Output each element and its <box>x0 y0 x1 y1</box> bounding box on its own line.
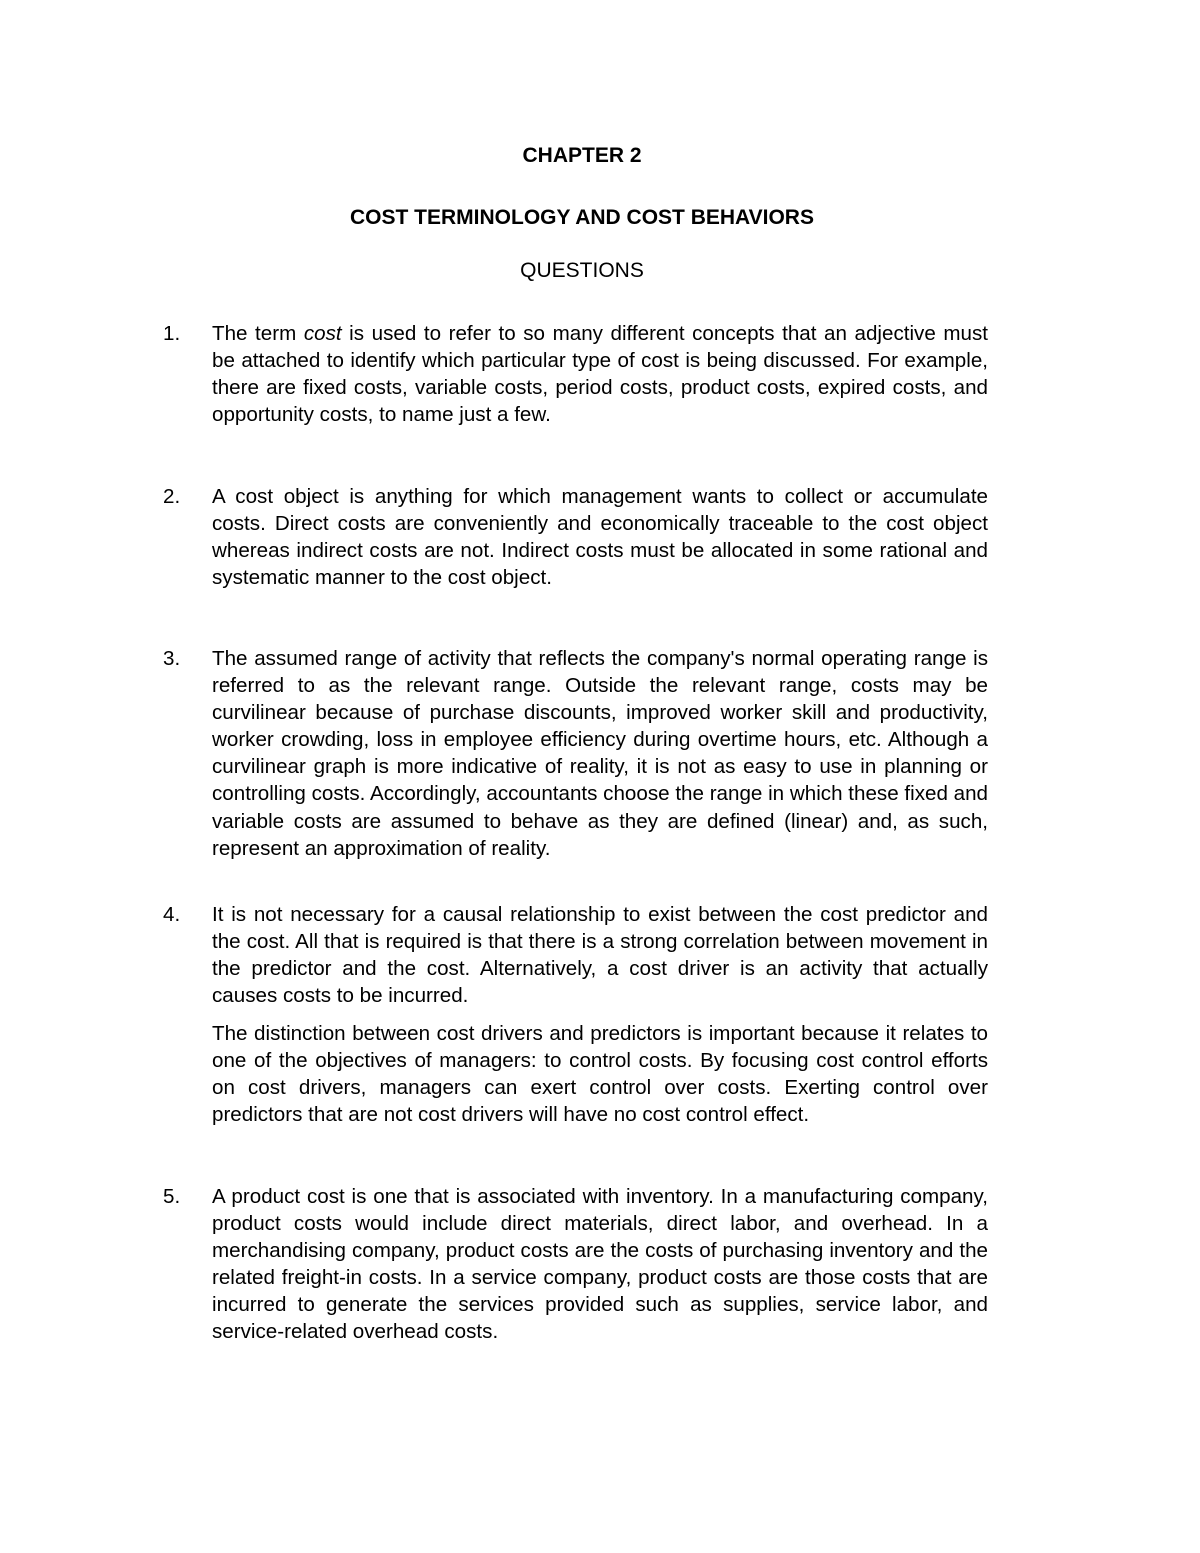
question-text: A cost object is anything for which management wants to collect or accumulate costs. Direct costs are conveniently and economically traceable to the cost object whereas indirect costs are not. Indirect costs must be allocated in some rational and systematic manner to the cost object. <box>212 485 988 590</box>
question-text: It is not necessary for a causal relationship to exist between the cost predictor and the cost. All that is required is that there is a strong correlation between movement in the predictor and the cost. Alternatively, a cost driver is an activity that actually causes costs to be incurred. <box>212 903 988 1008</box>
question-number: 3. <box>163 647 181 670</box>
text-segment: The term <box>212 322 304 345</box>
question-text <box>212 320 988 428</box>
italic-term: cost <box>303 322 342 345</box>
question-number: 5. <box>163 1185 181 1208</box>
section-heading: QUESTIONS <box>520 259 644 282</box>
question-text: A product cost is one that is associated with inventory. In a manufacturing company, product costs would include direct materials, direct labor, and overhead. In a merchandising company, product costs are the costs of purchasing inventory and the related freight-in costs. In a service company, product costs are those costs that are incurred to generate the services provided such as supplies, service labor, and service-related overhead costs. <box>212 1185 988 1344</box>
question-number: 2. <box>163 485 181 508</box>
chapter-heading: CHAPTER 2 <box>522 144 642 167</box>
question-number: 1. <box>163 322 181 345</box>
text-segment: is used to refer to so many different concepts that an adjective must be attached to identify which particular type of cost is being discussed. For example, there are fixed costs, variable costs, period costs, product costs, expired costs, and opportunity costs, to name just a few. <box>212 322 988 427</box>
question-number: 4. <box>163 903 181 926</box>
chapter-title: COST TERMINOLOGY AND COST BEHAVIORS <box>350 206 814 229</box>
question-text: The assumed range of activity that reflects the company's normal operating range is referred to as the relevant range. Outside the relevant range, costs may be curvilinear because of purchase discounts, improved worker skill and productivity, worker crowding, loss in employee efficiency during overtime hours, etc. Although a curvilinear graph is more indicative of reality, it is not as easy to use in planning or controlling costs. Accordingly, accountants choose the range in which these fixed and variable costs are assumed to behave as they are defined (linear) and, as such, represent an approximation of reality. <box>212 647 988 860</box>
question-text: The distinction between cost drivers and predictors is important because it relates to one of the objectives of managers: to control costs. By focusing cost control efforts on cost drivers, managers can exert control over costs. Exerting control over predictors that are not cost drivers will have no cost control effect. <box>212 1022 988 1127</box>
